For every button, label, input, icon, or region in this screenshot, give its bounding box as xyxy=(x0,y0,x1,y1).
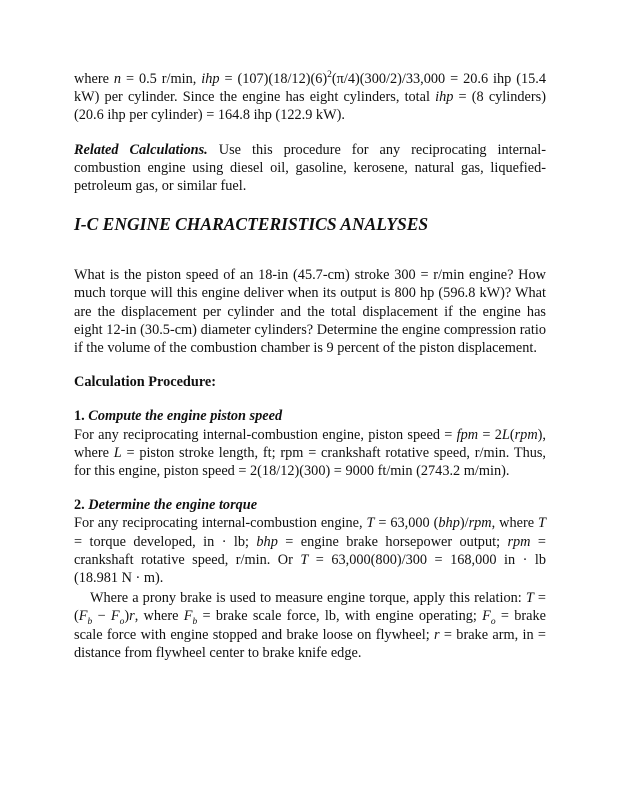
text: = brake scale force, lb, with engine operating; xyxy=(197,608,483,625)
var-r: r xyxy=(434,626,440,643)
text: = 0.5 r/min, xyxy=(121,71,202,87)
related-calculations-label: Related Calculations. xyxy=(74,141,208,158)
var-F: F xyxy=(482,608,491,625)
text: − xyxy=(92,608,111,625)
step-number: 2. xyxy=(74,497,89,514)
subscript-o: o xyxy=(490,617,496,628)
var-L: L xyxy=(113,444,122,461)
var-fpm: fpm xyxy=(456,426,479,443)
paragraph-ihp-calculation xyxy=(74,70,546,125)
text: , where xyxy=(134,608,184,625)
var-T: T xyxy=(538,515,546,532)
text: Use this procedure for any reciprocating internal-combustion engine using diesel oil, gasoline, kerosene, natural gas, liquefied-petroleum gas, or similar fuel. xyxy=(74,141,546,195)
procedure-heading: Calculation Procedure: xyxy=(74,374,217,391)
text: = (107)(18/12)(6) xyxy=(219,71,328,87)
var-T: T xyxy=(525,590,534,607)
text: = (8 cylinders) (20.6 ihp per cylinder) = 164.8 ihp (122.9 kW). xyxy=(74,89,546,124)
subscript-o: o xyxy=(119,617,125,628)
step-2-heading xyxy=(74,496,546,514)
text: ( xyxy=(509,426,515,443)
var-r: r xyxy=(129,608,135,625)
text: For any reciprocating internal-combustion engine, piston speed = xyxy=(74,426,457,443)
text: = 2 xyxy=(478,426,502,443)
var-F: F xyxy=(78,608,88,625)
text: ), where xyxy=(74,426,546,461)
var-F: F xyxy=(183,608,193,625)
text: = brake arm, in = distance from flywheel center to brake knife edge. xyxy=(74,626,546,661)
text: )/ xyxy=(459,515,469,532)
problem-statement: What is the piston speed of an 18-in (45.7-cm) stroke 300 = r/min engine? How much torque will this engine deliver when its output is 800 hp (596.8 kW)? What are the displacement per cylinder and the total displacement if the engine has eight 12-in (30.5-cm) diameter cylinders? Determine the engine compression ratio if the volume of the combustion chamber is 9 percent of the piston displacement. xyxy=(74,267,546,357)
step-number: 1. xyxy=(74,408,89,425)
text: where xyxy=(74,71,114,87)
text: For any reciprocating internal-combustion engine, xyxy=(74,515,367,532)
text: ) xyxy=(124,608,130,625)
text: = piston stroke length, ft; rpm = crankshaft rotative speed, r/min. Thus, for this engine, piston speed = 2(18/12)(300) = 9000 ft/min (2743.2 m/min). xyxy=(74,444,546,480)
var-L: L xyxy=(501,426,510,443)
step-2-body xyxy=(74,514,546,587)
text: = torque developed, in · lb; xyxy=(74,533,257,550)
step-title: Determine the engine torque xyxy=(88,497,258,514)
var-T: T xyxy=(366,515,375,532)
text: = engine brake horsepower output; xyxy=(277,533,508,550)
text: Where a prony brake is used to measure engine torque, apply this relation: xyxy=(90,590,526,607)
var-rpm: rpm xyxy=(468,515,492,532)
var-bhp: bhp xyxy=(256,533,278,550)
exponent: 2 xyxy=(327,70,332,81)
var-bhp: bhp xyxy=(438,515,460,532)
subscript-b: b xyxy=(192,617,198,628)
var-ihp: ihp xyxy=(201,71,220,87)
subscript-b: b xyxy=(87,617,93,628)
prony-brake-paragraph xyxy=(74,589,546,662)
text: = ( xyxy=(74,590,546,625)
document-page xyxy=(74,70,546,662)
var-T: T xyxy=(300,551,309,568)
text: = brake scale force with engine stopped and brake loose on flywheel; xyxy=(74,608,546,643)
var-ihp: ihp xyxy=(435,89,454,106)
var-n: n xyxy=(113,71,122,87)
var-rpm: rpm xyxy=(514,426,538,443)
text: = 63,000(800)/300 = 168,000 in · lb (18.981 N · m). xyxy=(74,551,546,587)
text: (π/4)(300/2)/33,000 = 20.6 ihp (15.4 kW) per cylinder. Since the engine has eight cylinders, total xyxy=(74,71,547,106)
section-title: I-C ENGINE CHARACTERISTICS ANALYSES xyxy=(74,214,429,235)
text: = crankshaft rotative speed, r/min. Or xyxy=(74,533,546,568)
step-title: Compute the engine piston speed xyxy=(88,408,283,425)
paragraph-related-calculations xyxy=(74,141,546,196)
var-F: F xyxy=(110,608,120,625)
step-1-heading xyxy=(74,407,546,425)
var-rpm: rpm xyxy=(507,533,531,550)
text: , where xyxy=(491,515,539,532)
text: = 63,000 ( xyxy=(374,515,439,532)
step-1-body xyxy=(74,426,546,481)
